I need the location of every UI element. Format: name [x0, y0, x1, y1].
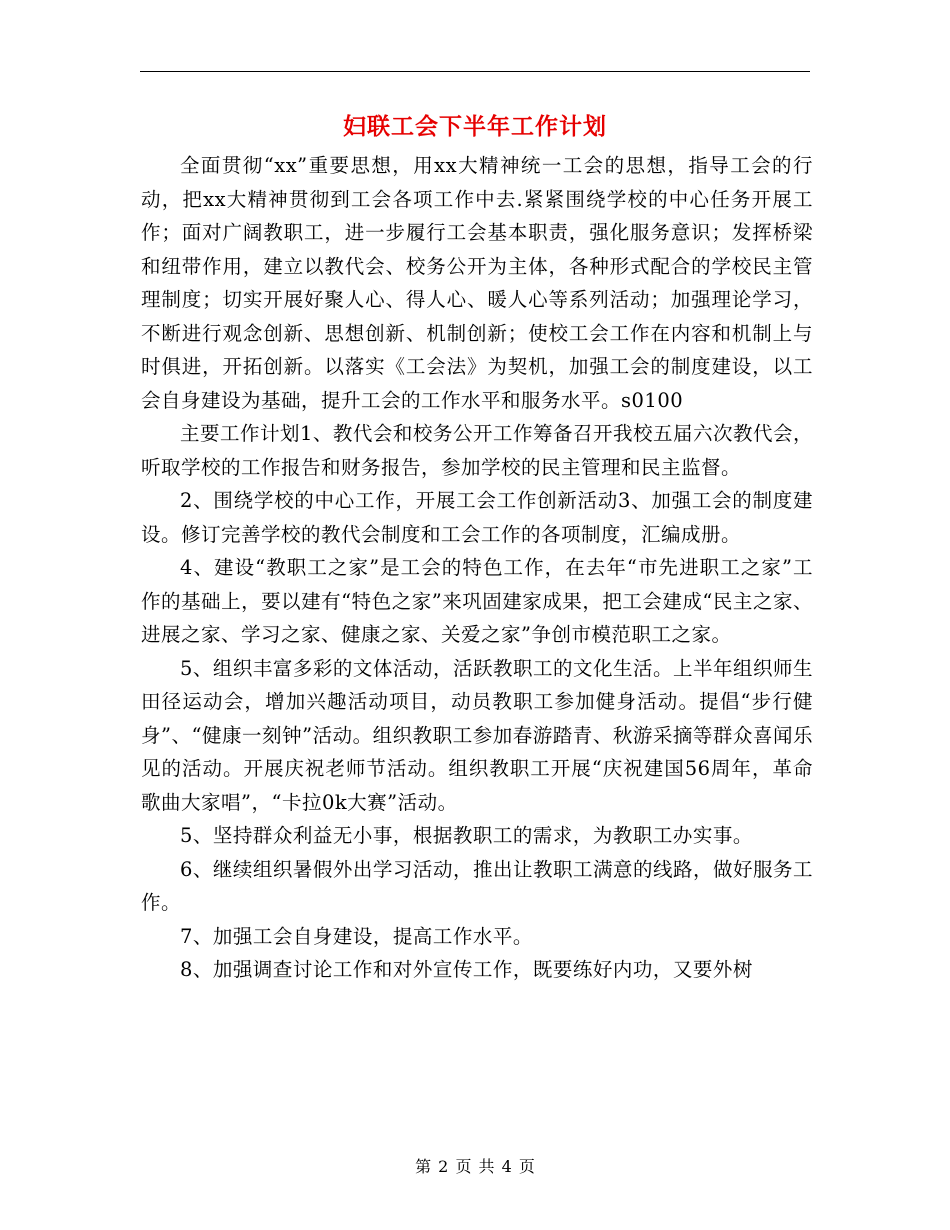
paragraph: 6、继续组织暑假外出学习活动，推出让教职工满意的线路，做好服务工作。 — [141, 857, 813, 914]
paragraph: 全面贯彻“xx”重要思想，用xx大精神统一工会的思想，指导工会的行动，把xx大精神贯彻到工会各项工作中去.紧紧围绕学校的中心任务开展工作；面对广阔教职工，进一步履行工会基本职责，强化服务意识；发挥桥梁和纽带作用，建立以教代会、校务公开为主体，各种形式配合的学校民主管理制度；切实开展好聚人心、得人心、暖人心等系列活动；加强理论学习，不断进行观念创新、思想创新、机制创新；使校工会工作在内容和机制上与时俱进，开拓创新。以落实《工会法》为契机，加强工会的制度建设，以工会自身建设为基础，提升工会的工作水平和服务水平。s0100 — [141, 154, 813, 412]
paragraph: 主要工作计划1、教代会和校务公开工作筹备召开我校五届六次教代会，听取学校的工作报告和财务报告，参加学校的民主管理和民主监督。 — [141, 422, 813, 479]
paragraph: 4、建设“教职工之家”是工会的特色工作，在去年“市先进职工之家”工作的基础上，要以建有“特色之家”来巩固建家成果，把工会建成“民主之家、进展之家、学习之家、健康之家、关爱之家”争创市模范职工之家。 — [141, 556, 813, 646]
paragraph: 7、加强工会自身建设，提高工作水平。 — [180, 924, 533, 948]
document-body — [141, 149, 813, 987]
paragraph: 5、组织丰富多彩的文体活动，活跃教职工的文化生活。上半年组织师生田径运动会，增加兴趣活动项目，动员教职工参加健身活动。提倡“步行健身”、“健康一刻钟”活动。组织教职工参加春游踏青、秋游采摘等群众喜闻乐见的活动。开展庆祝老师节活动。组织教职工开展“庆祝建国56周年，革命歌曲大家唱”，“卡拉0k大赛”活动。 — [141, 656, 813, 814]
paragraph: 5、坚持群众利益无小事，根据教职工的需求，为教职工办实事。 — [180, 824, 753, 847]
page-number: 第 2 页 共 4 页 — [415, 1157, 535, 1176]
paragraph: 2、围绕学校的中心工作，开展工会工作创新活动3、加强工会的制度建设。修订完善学校的教代会制度和工会工作的各项制度，汇编成册。 — [141, 489, 813, 546]
paragraph: 8、加强调查讨论工作和对外宣传工作，既要练好内功，又要外树 — [180, 958, 753, 981]
document-title: 妇联工会下半年工作计划 — [343, 113, 607, 140]
header-rule — [140, 71, 810, 72]
